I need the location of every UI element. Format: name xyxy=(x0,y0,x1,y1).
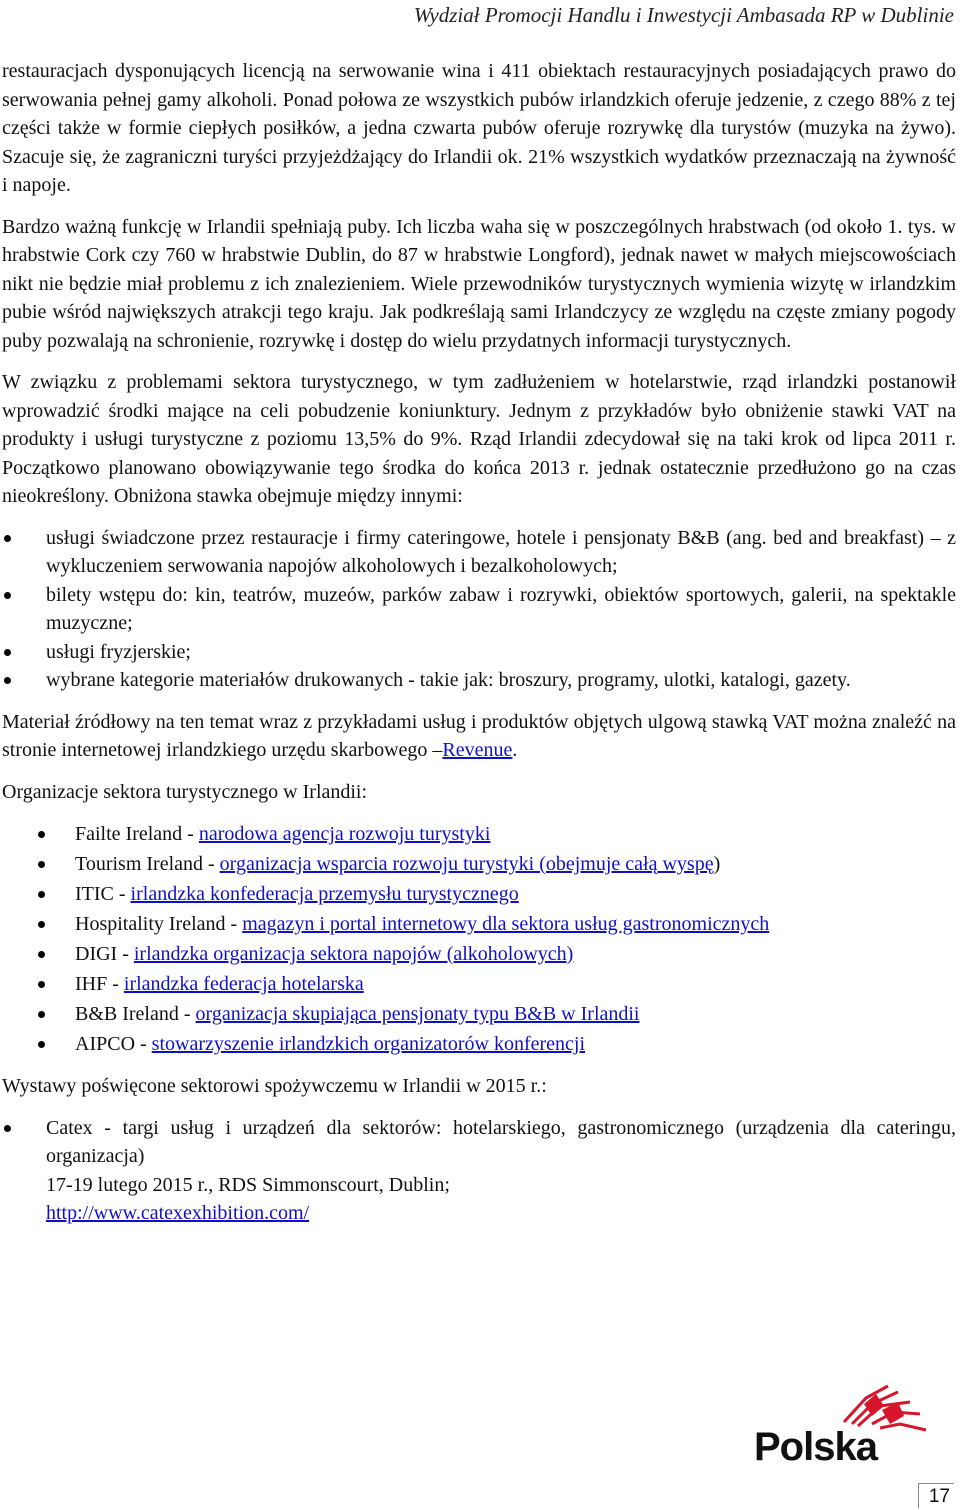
org-name: ITIC - xyxy=(75,883,131,905)
list-item: bilety wstępu do: kin, teatrów, muzeów, parków zabaw i rozrywki, obiektów sportowych, galerii, na spektakle muzyczne; xyxy=(2,581,956,638)
page-number: 17 xyxy=(918,1483,954,1508)
org-name: Tourism Ireland - xyxy=(75,853,220,875)
org-link[interactable]: organizacja wsparcia rozwoju turystyki (obejmuje całą wyspę xyxy=(219,853,714,875)
paragraph-restaurants-text: restauracjach dysponujących licencją na serwowanie wina i 411 obiektach restauracyjnych posiadających prawo do serwowania pełnej gamy alkoholi. Ponad połowa ze wszystkich pubów irlandzkich oferuje jedzenie, z czego 88% z tej części także w formie ciepłych posiłków, a jedna czwarta pubów oferuje rozrywkę dla turystów (muzyka na żywo). xyxy=(2,60,956,139)
org-item-failte xyxy=(2,819,956,849)
organizations-list xyxy=(2,819,956,1059)
org-link[interactable]: irlandzka konfederacja przemysłu turystycznego xyxy=(130,883,519,905)
paragraph-source-end: . xyxy=(512,739,518,761)
org-name: Hospitality Ireland - xyxy=(75,913,243,935)
paragraph-source xyxy=(2,708,956,765)
vat-items-list xyxy=(2,524,956,695)
org-name: DIGI - xyxy=(75,943,134,965)
paragraph-pubs-text: Ich liczba waha się w poszczególnych hrabstwach (od około 1. tys. w hrabstwie Cork czy 760 w hrabstwie Dublin, do 87 w hrabstwie Longford), jednak nawet w małych miejscowościach nikt nie będzie miał problemu z ich znalezieniem. Wiele przewodników turystycznych wymienia wizytę w irlandzkim pubie wśród największych atrakcji tego kraju. Jak podkreślają sami Irlandczycy ze względu na częste zmiany pogody puby pozwalają na schronienie, rozrywkę i dostęp do wielu przydatnych informacji turystycznych. xyxy=(2,215,956,352)
paragraph-pubs xyxy=(2,213,956,356)
paragraph-restaurants xyxy=(2,57,956,200)
org-item-ihf xyxy=(2,969,956,999)
org-name: IHF - xyxy=(75,973,124,995)
exhibition-date-venue: 17-19 lutego 2015 r., RDS Simmonscourt, Dublin; xyxy=(46,1173,450,1196)
org-link[interactable]: organizacja skupiająca pensjonaty typu B&B w Irlandii xyxy=(195,1003,640,1025)
paragraph-vat: W związku z problemami sektora turystycznego, w tym zadłużeniem w hotelarstwie, rząd irlandzki postanowił wprowadzić środki mające na celi pobudzenie koniunktury. Jednym z przykładów było obniżenie stawki VAT na produkty i usługi turystyczne z poziomu 13,5% do 9%. Rząd Irlandii zdecydował się na taki krok od lipca 2011 r. Początkowo planowano obowiązywanie tego środka do końca 2013 r. jednak ostatecznie przedłużono go na czas nieokreślony. Obniżona stawka obejmuje między innymi: xyxy=(2,371,956,507)
header-title: Wydział Promocji Handlu i Inwestycji Ambasada RP w Dublinie xyxy=(413,3,954,27)
org-link[interactable]: narodowa agencja rozwoju turystyki xyxy=(198,823,491,845)
paragraph-source-text: Materiał źródłowy na ten temat wraz z przykładami usług i produktów objętych ulgową stawką VAT można znaleźć na stronie internetowej irlandzkiego urzędu skarbowego – xyxy=(2,710,956,761)
org-link[interactable]: irlandzka federacja hotelarska xyxy=(123,973,364,995)
org-link[interactable]: magazyn i portal internetowy dla sektora usług gastronomicznych xyxy=(242,913,770,935)
org-link[interactable]: irlandzka organizacja sektora napojów (alkoholowych) xyxy=(133,943,574,965)
list-item: usługi fryzjerskie; xyxy=(2,638,956,667)
exhibitions-heading: Wystawy poświęcone sektorowi spożywczemu w Irlandii w 2015 r.: xyxy=(2,1075,547,1097)
org-after: ) xyxy=(713,853,721,875)
org-item-bnb xyxy=(2,999,956,1029)
document-body xyxy=(2,57,956,1228)
org-name: AIPCO - xyxy=(75,1033,152,1055)
org-item-itic xyxy=(2,879,956,909)
org-link[interactable]: stowarzyszenie irlandzkich organizatorów konferencji xyxy=(151,1033,586,1055)
org-name: Failte Ireland - xyxy=(75,823,199,845)
paragraph-pubs-intro: Bardzo ważną funkcję w Irlandii spełniają puby. xyxy=(2,215,391,238)
organizations-heading: Organizacje sektora turystycznego w Irlandii: xyxy=(2,780,368,803)
org-item-digi xyxy=(2,939,956,969)
org-item-hospitality xyxy=(2,909,956,939)
revenue-link[interactable]: Revenue xyxy=(442,739,513,761)
org-name: B&B Ireland - xyxy=(75,1003,196,1025)
page-header xyxy=(0,0,954,30)
list-item: usługi świadczone przez restauracje i firmy cateringowe, hotele i pensjonaty B&B (ang. bed and breakfast) – z wykluczeniem serwowania napojów alkoholowych i bezalkoholowych; xyxy=(2,524,956,581)
logo-wordmark: Polska xyxy=(754,1425,877,1469)
org-item-aipco xyxy=(2,1029,956,1059)
exhibition-item-catex xyxy=(2,1114,956,1228)
paragraph-tourist-spending: Szacuje się, że zagraniczni turyści przyjeżdżający do Irlandii ok. 21% wszystkich wydatków przeznaczają na żywność i napoje. xyxy=(2,145,956,196)
list-item: wybrane kategorie materiałów drukowanych - takie jak: broszury, programy, ulotki, katalogi, gazety. xyxy=(2,666,956,695)
exhibitions-list xyxy=(2,1114,956,1228)
exhibition-description: Catex - targi usług i urządzeń dla sektorów: hotelarskiego, gastronomicznego (urządzenia dla cateringu, organizacja) xyxy=(46,1116,956,1167)
org-item-tourism-ireland xyxy=(2,849,956,879)
catex-link[interactable]: http://www.catexexhibition.com/ xyxy=(46,1202,310,1224)
